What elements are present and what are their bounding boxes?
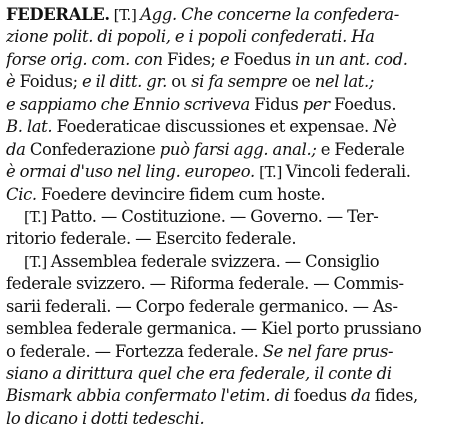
entry-text-segment: ritorio federale. — Esercito federale. xyxy=(6,229,297,249)
entry-line xyxy=(6,228,468,250)
entry-text-segment: Foedus. xyxy=(333,94,397,114)
entry-text-segment: Vincoli federali. xyxy=(285,162,411,182)
entry-text-segment: oe xyxy=(291,72,311,92)
entry-text-segment: FEDERALE. xyxy=(6,5,110,24)
entry-text-segment: zione polit. di popoli, e i popoli confederati. Ha xyxy=(6,27,375,47)
entry-text-segment: Fides xyxy=(167,49,211,69)
dictionary-entry xyxy=(6,4,468,430)
entry-text-segment: da xyxy=(6,139,30,159)
entry-line xyxy=(6,206,468,228)
entry-line xyxy=(6,385,468,407)
entry-text-segment: federale svizzero. — Riforma federale. — Commis- xyxy=(6,274,404,294)
entry-text-segment: Foederaticae discussiones et expensae. xyxy=(56,117,374,137)
entry-text-segment: siano a dirittura quel che era federale, il conte di xyxy=(6,364,392,383)
entry-text-segment: e xyxy=(219,49,234,69)
entry-line xyxy=(6,318,468,340)
entry-line xyxy=(6,408,468,430)
entry-text-segment: Agg. Che concerne la confedera- xyxy=(140,5,399,24)
entry-text-segment: per xyxy=(298,94,334,114)
entry-text-segment: semblea federale germanica. — Kiel porto prussiano xyxy=(6,319,422,339)
entry-text-segment: B. lat. xyxy=(6,117,57,137)
entry-text-segment: Cic. xyxy=(6,184,42,204)
entry-text-segment: forse orig. com. con xyxy=(6,49,168,69)
entry-text-segment: in un ant. cod. xyxy=(290,49,408,69)
entry-text-segment: Foidus xyxy=(19,72,73,92)
entry-line xyxy=(6,139,468,161)
entry-text-segment: Foedere devincire fidem cum hoste. xyxy=(41,184,326,204)
entry-line xyxy=(6,4,468,26)
entry-text-segment: o federale. — Fortezza federale. xyxy=(6,341,263,361)
entry-text-segment: è ormai d'uso nel ling. europeo. xyxy=(6,162,260,182)
entry-line xyxy=(6,94,468,116)
entry-text-segment: Federale xyxy=(334,139,405,159)
entry-text-segment: si fa sempre xyxy=(186,72,292,92)
entry-text-segment: Nè xyxy=(373,117,397,137)
entry-text-segment: Confederazione xyxy=(29,139,156,159)
entry-line xyxy=(6,71,468,93)
entry-text-segment: ; xyxy=(72,72,83,92)
entry-line xyxy=(6,273,468,295)
entry-text-segment: Patto. — Costituzione. — Governo. — Ter- xyxy=(50,206,379,226)
entry-text-segment: Se nel fare prus- xyxy=(262,341,394,361)
entry-text-segment: ; xyxy=(210,49,220,69)
entry-line xyxy=(6,161,468,183)
entry-text-segment: Fidus xyxy=(254,94,299,114)
entry-text-segment: è xyxy=(6,72,20,92)
entry-text-segment: Assemblea federale svizzera. — Consiglio xyxy=(50,251,380,271)
entry-text-segment: Bismark abbia confermato l'etim. di xyxy=(6,386,294,406)
entry-text-segment: e il ditt. gr. xyxy=(82,72,172,92)
entry-line xyxy=(6,26,468,48)
entry-line xyxy=(6,49,468,71)
entry-line xyxy=(6,184,468,206)
entry-text-segment: Foedus xyxy=(233,49,291,69)
entry-line xyxy=(6,251,468,273)
entry-text-segment: lo dicano i dotti tedeschi. xyxy=(6,408,205,428)
entry-text-segment: [T.] xyxy=(259,163,286,182)
entry-text-segment: e xyxy=(320,139,335,159)
entry-text-segment: [T.] xyxy=(24,207,51,226)
entry-line xyxy=(6,341,468,363)
entry-text-segment: foedus xyxy=(293,386,347,406)
entry-text-segment: nel lat.; xyxy=(310,72,375,92)
entry-text-segment: [T.] xyxy=(109,6,141,24)
entry-text-segment: può farsi agg. anal.; xyxy=(155,139,321,159)
entry-text-segment: οι xyxy=(171,72,187,92)
entry-text-segment: fides, xyxy=(374,386,418,406)
entry-text-segment: [T.] xyxy=(24,252,51,271)
entry-text-segment: da xyxy=(346,386,375,406)
entry-text-segment: sarii federali. — Corpo federale germanico. — As- xyxy=(6,296,398,316)
entry-line xyxy=(6,116,468,138)
entry-line xyxy=(6,363,468,385)
entry-line xyxy=(6,296,468,318)
entry-text-segment: e sappiamo che Ennio scriveva xyxy=(6,94,255,114)
